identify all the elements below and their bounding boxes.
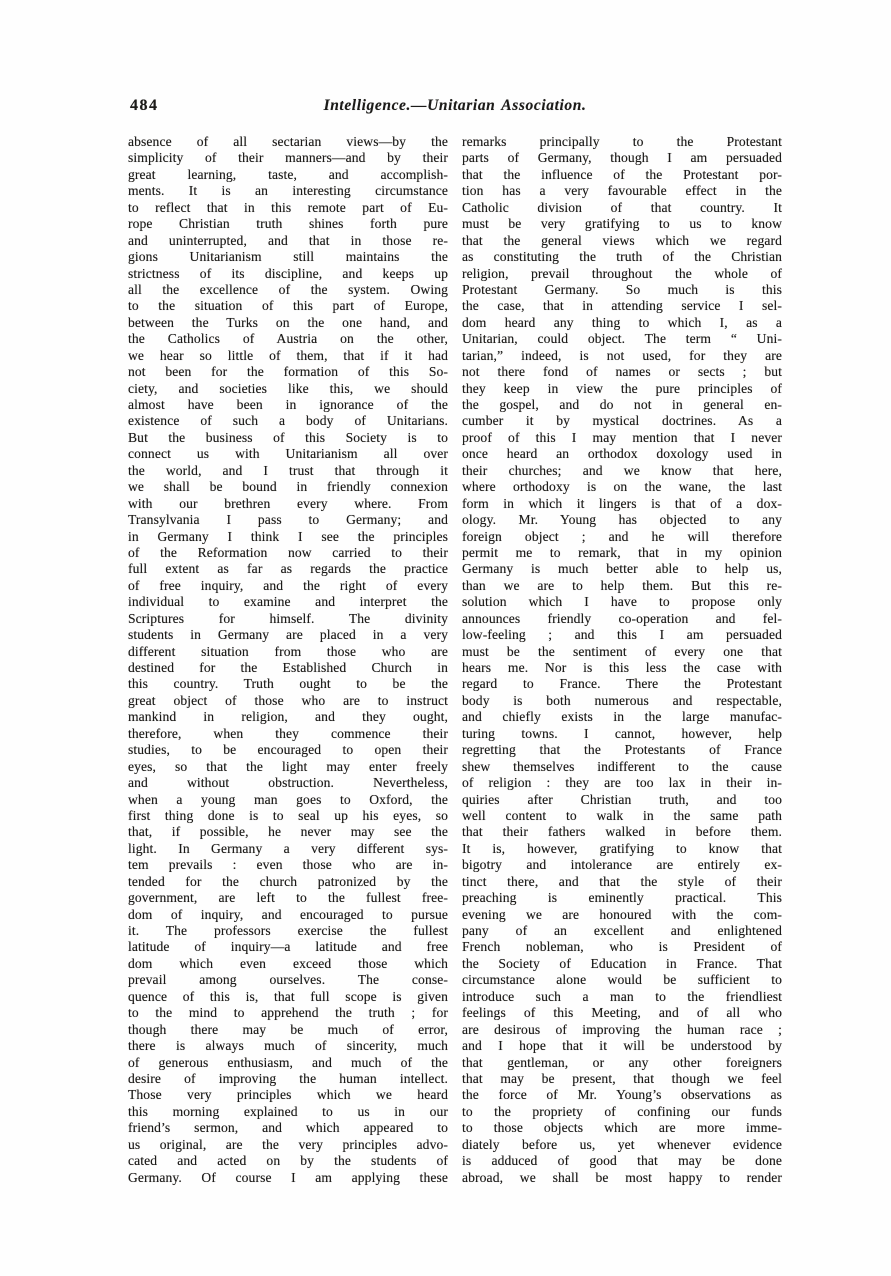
text-line: turing towns. I cannot, however, help: [462, 725, 782, 741]
text-line: studies, to be encouraged to open their: [128, 742, 448, 758]
text-line: we shall be bound in friendly connexion: [128, 479, 448, 495]
text-line: Catholic division of that country. It: [462, 199, 782, 215]
text-line: where orthodoxy is on the wane, the last: [462, 479, 782, 495]
text-line: in Germany I think I see the principles: [128, 528, 448, 544]
text-line: quiries after Christian truth, and too: [462, 791, 782, 807]
text-line: the force of Mr. Young’s observations as: [462, 1087, 782, 1103]
text-line: that the general views which we regard: [462, 232, 782, 248]
text-line: this country. Truth ought to be the: [128, 676, 448, 692]
right-column: [462, 134, 782, 1186]
text-line: individual to examine and interpret the: [128, 594, 448, 610]
text-line: But the business of this Society is to: [128, 429, 448, 445]
text-line: and I hope that it will be understood by: [462, 1038, 782, 1054]
text-line: existence of such a body of Unitarians.: [128, 413, 448, 429]
text-line: to reflect that in this remote part of Eu-: [128, 199, 448, 215]
text-line: remarks principally to the Protestant: [462, 134, 782, 149]
running-title: Intelligence.—Unitarian Association.: [323, 97, 587, 114]
text-line: eyes, so that the light may enter freely: [128, 758, 448, 774]
text-line: than we are to help them. But this re-: [462, 577, 782, 593]
text-line: that, if possible, he never may see the: [128, 824, 448, 840]
text-line: absence of all sectarian views—by the: [128, 134, 448, 149]
text-line: is adduced of good that may be done: [462, 1153, 782, 1169]
text-line: rope Christian truth shines forth pure: [128, 216, 448, 232]
text-line: mankind in religion, and they ought,: [128, 709, 448, 725]
text-line: dom heard any thing to which I, as a: [462, 314, 782, 330]
text-line: form in which it lingers is that of a dox-: [462, 495, 782, 511]
text-line: of the Reformation now carried to their: [128, 544, 448, 560]
text-line: tem prevails : even those who are in-: [128, 857, 448, 873]
text-line: the case, that in attending service I sel-: [462, 298, 782, 314]
text-line: evening we are honoured with the com-: [462, 906, 782, 922]
text-line: tion has a very favourable effect in the: [462, 183, 782, 199]
text-line: simplicity of their manners—and by their: [128, 150, 448, 166]
text-line: are desirous of improving the human race ;: [462, 1021, 782, 1037]
text-line: dom of inquiry, and encouraged to pursue: [128, 906, 448, 922]
text-line: circumstance alone would be sufficient to: [462, 972, 782, 988]
text-line: that gentleman, or any other foreigners: [462, 1054, 782, 1070]
text-line: announces friendly co-operation and fel-: [462, 610, 782, 626]
text-columns: [128, 134, 782, 1186]
text-line: diately before us, yet whenever evidence: [462, 1136, 782, 1152]
text-line: government, are left to the fullest free-: [128, 890, 448, 906]
text-line: strictness of its discipline, and keeps up: [128, 265, 448, 281]
text-line: and without obstruction. Nevertheless,: [128, 775, 448, 791]
text-line: all the excellence of the system. Owing: [128, 281, 448, 297]
text-line: though there may be much of error,: [128, 1021, 448, 1037]
text-line: It is, however, gratifying to know that: [462, 840, 782, 856]
text-line: we hear so little of them, that if it had: [128, 347, 448, 363]
text-line: regretting that the Protestants of France: [462, 742, 782, 758]
text-line: Transylvania I pass to Germany; and: [128, 512, 448, 528]
text-line: friend’s sermon, and which appeared to: [128, 1120, 448, 1136]
text-line: foreign object ; and he will therefore: [462, 528, 782, 544]
text-line: French nobleman, who is President of: [462, 939, 782, 955]
text-line: it. The professors exercise the fullest: [128, 923, 448, 938]
text-line: tended for the church patronized by the: [128, 873, 448, 889]
text-line: with our brethren every where. From: [128, 495, 448, 511]
text-line: of generous enthusiasm, and much of the: [128, 1054, 448, 1070]
text-line: permit me to remark, that in my opinion: [462, 544, 782, 560]
text-line: there is always much of sincerity, much: [128, 1038, 448, 1054]
text-line: of religion : they are too lax in their in-: [462, 775, 782, 791]
text-line: low-feeling ; and this I am persuaded: [462, 627, 782, 643]
text-line: this morning explained to us in our: [128, 1103, 448, 1119]
text-line: parts of Germany, though I am persuaded: [462, 150, 782, 166]
text-line: hears me. Nor is this less the case with: [462, 660, 782, 675]
text-line: desire of improving the human intellect.: [128, 1070, 448, 1086]
text-line: students in Germany are placed in a very: [128, 627, 448, 643]
text-line: and uninterrupted, and that in those re-: [128, 232, 448, 248]
text-line: body is both numerous and respectable,: [462, 692, 782, 708]
text-line: to those objects which are more imme-: [462, 1120, 782, 1136]
text-line: must be the sentiment of every one that: [462, 643, 782, 659]
text-line: introduce such a man to the friendliest: [462, 988, 782, 1004]
left-column: [128, 134, 448, 1186]
text-line: Scriptures for himself. The divinity: [128, 610, 448, 626]
text-line: connect us with Unitarianism all over: [128, 446, 448, 462]
text-line: tarian,” indeed, is not used, for they are: [462, 347, 782, 363]
text-line: the Catholics of Austria on the other,: [128, 331, 448, 347]
text-line: shew themselves indifferent to the cause: [462, 758, 782, 774]
text-line: tinct there, and that the style of their: [462, 873, 782, 889]
text-line: regard to France. There the Protestant: [462, 676, 782, 692]
text-line: therefore, when they commence their: [128, 725, 448, 741]
text-line: Those very principles which we heard: [128, 1087, 448, 1103]
text-line: the Society of Education in France. That: [462, 955, 782, 971]
text-line: dom which even exceed those which: [128, 955, 448, 971]
text-line: as constituting the truth of the Christian: [462, 249, 782, 265]
text-line: great object of those who are to instruct: [128, 692, 448, 708]
text-line: the world, and I trust that through it: [128, 462, 448, 478]
text-line: Unitarian, could object. The term “ Uni-: [462, 331, 782, 347]
text-line: not been for the formation of this So-: [128, 364, 448, 380]
text-line: Protestant Germany. So much is this: [462, 281, 782, 297]
text-line: bigotry and intolerance are entirely ex-: [462, 857, 782, 873]
text-line: latitude of inquiry—a latitude and free: [128, 939, 448, 955]
text-line: between the Turks on the one hand, and: [128, 314, 448, 330]
text-line: religion, prevail throughout the whole of: [462, 265, 782, 281]
text-line: once heard an orthodox doxology used in: [462, 446, 782, 462]
text-line: to the mind to apprehend the truth ; for: [128, 1005, 448, 1021]
text-line: quence of this is, that full scope is given: [128, 988, 448, 1004]
text-line: that the influence of the Protestant por-: [462, 166, 782, 182]
text-line: to the propriety of confining our funds: [462, 1103, 782, 1119]
page-number: 484: [130, 97, 159, 114]
text-line: ments. It is an interesting circumstance: [128, 183, 448, 199]
text-line: almost have been in ignorance of the: [128, 397, 448, 412]
text-line: Germany. Of course I am applying these: [128, 1169, 448, 1185]
text-line: us original, are the very principles advo-: [128, 1136, 448, 1152]
text-line: pany of an excellent and enlightened: [462, 923, 782, 938]
text-line: ciety, and societies like this, we should: [128, 380, 448, 396]
text-line: must be very gratifying to us to know: [462, 216, 782, 232]
text-line: light. In Germany a very different sys-: [128, 840, 448, 856]
text-line: full extent as far as regards the practice: [128, 561, 448, 577]
text-line: their churches; and we know that here,: [462, 462, 782, 478]
text-line: first thing done is to seal up his eyes, so: [128, 807, 448, 823]
text-line: ology. Mr. Young has objected to any: [462, 512, 782, 528]
text-line: different situation from those who are: [128, 643, 448, 659]
text-line: to the situation of this part of Europe,: [128, 298, 448, 314]
page-header: [128, 97, 782, 117]
text-line: feelings of this Meeting, and of all who: [462, 1005, 782, 1021]
text-line: prevail among ourselves. The conse-: [128, 972, 448, 988]
text-line: destined for the Established Church in: [128, 660, 448, 675]
text-line: gions Unitarianism still maintains the: [128, 249, 448, 265]
text-line: well content to walk in the same path: [462, 807, 782, 823]
text-line: cumber it by mystical doctrines. As a: [462, 413, 782, 429]
text-line: and chiefly exists in the large manufac-: [462, 709, 782, 725]
text-line: proof of this I may mention that I never: [462, 429, 782, 445]
text-line: not there fond of names or sects ; but: [462, 364, 782, 380]
text-line: great learning, taste, and accomplish-: [128, 166, 448, 182]
text-line: abroad, we shall be most happy to render: [462, 1169, 782, 1185]
text-line: solution which I have to propose only: [462, 594, 782, 610]
text-line: that may be present, that though we feel: [462, 1070, 782, 1086]
text-line: cated and acted on by the students of: [128, 1153, 448, 1169]
text-line: Germany is much better able to help us,: [462, 561, 782, 577]
text-line: of free inquiry, and the right of every: [128, 577, 448, 593]
text-line: when a young man goes to Oxford, the: [128, 791, 448, 807]
text-line: that their fathers walked in before them.: [462, 824, 782, 840]
text-line: they keep in view the pure principles of: [462, 380, 782, 396]
text-line: preaching is eminently practical. This: [462, 890, 782, 906]
text-line: the gospel, and do not in general en-: [462, 397, 782, 412]
